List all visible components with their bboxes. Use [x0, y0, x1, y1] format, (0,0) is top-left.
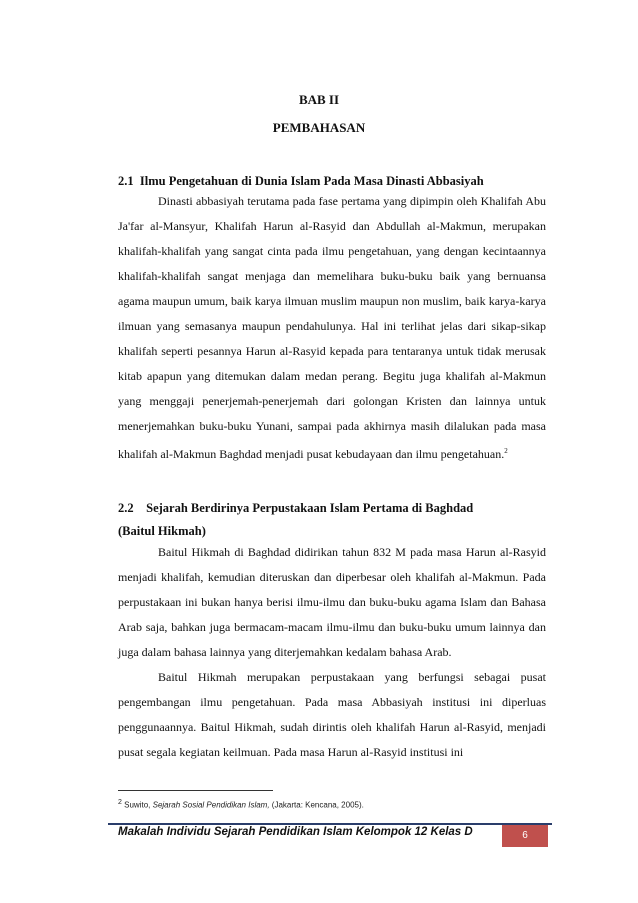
- section-2-2-body: [118, 540, 546, 765]
- footnote-number: 2: [118, 799, 122, 806]
- section-2-1-body: [118, 189, 546, 467]
- section-2-2-heading-cont: (Baitul Hikmah): [118, 524, 206, 538]
- chapter-number: BAB II: [298, 92, 340, 107]
- footnote-reference: 2: [504, 447, 508, 455]
- section-2-2-paragraph-2: Baitul Hikmah merupakan perpustakaan yang berfungsi sebagai pusat pengembangan ilmu pengetahuan. Pada masa Abbasiyah institusi ini diperluas penggunaannya. Baitul Hikmah, sudah dirintis oleh khalifah Harun al-Rasyid, menjadi pusat segala kegiatan keilmuan. Pada masa Harun al-Rasyid institusi ini: [118, 670, 546, 759]
- footnote-separator: [118, 790, 273, 791]
- page-number: 6: [502, 825, 548, 847]
- footnote: [118, 799, 364, 810]
- section-2-2-heading: 2.2 Sejarah Berdirinya Perpustakaan Islam Pertama di Baghdad: [118, 501, 474, 515]
- footer-rule: [108, 823, 552, 825]
- section-2-1-paragraph: Dinasti abbasiyah terutama pada fase pertama yang dipimpin oleh Khalifah Abu Ja'far al-Mansyur, Khalifah Harun al-Rasyid dan Abdullah al-Makmun, merupakan khalifah-khalifah yang sangat cinta pada ilmu pengetahuan, yang dengan kecintaannya khalifah-khalifah sangat menjaga dan memelihara buku-buku baik yang bernuansa agama maupun umum, baik karya ilmuan muslim maupun non muslim, baik karya-karya ilmuan yang semasanya maupun pendahulunya. Hal ini terlihat jelas dari sikap-sikap khalifah seperti pesannya Harun al-Rasyid kepada para tentaranya untuk tidak merusak kitab apapun yang ditemukan dalam medan perang. Begitu juga khalifah al-Makmun yang menggaji penerjemah-penerjemah dari golongan Kristen dan lainnya untuk menerjemahkan buku-buku Yunani, sampai pada akhirnya masih dilalukan pada masa khalifah al-Makmun Baghdad menjadi pusat kebudayaan dan ilmu pengetahuan.: [118, 194, 546, 461]
- chapter-title: PEMBAHASAN: [272, 120, 366, 135]
- footnote-author: Suwito,: [124, 800, 151, 810]
- section-2-2-paragraph-1: Baitul Hikmah di Baghdad didirikan tahun 832 M pada masa Harun al-Rasyid menjadi khalifah, kemudian diteruskan dan diperbesar oleh khalifah al-Makmun. Pada perpustakaan ini bukan hanya berisi ilmu-ilmu dan buku-buku agama Islam dan Bahasa Arab saja, bahkan juga bermacam-macam ilmu-ilmu dan buku-buku umum lainnya dan juga dalam bahasa lainnya yang diterjemahkan kedalam bahasa Arab.: [118, 545, 546, 659]
- section-2-1-heading: 2.1 Ilmu Pengetahuan di Dunia Islam Pada Masa Dinasti Abbasiyah: [118, 174, 484, 188]
- footer-text: Makalah Individu Sejarah Pendidikan Islam Kelompok 12 Kelas D: [118, 826, 473, 838]
- footnote-publication: (Jakarta: Kencana, 2005).: [271, 800, 364, 810]
- footnote-title: Sejarah Sosial Pendidikan Islam,: [152, 800, 270, 810]
